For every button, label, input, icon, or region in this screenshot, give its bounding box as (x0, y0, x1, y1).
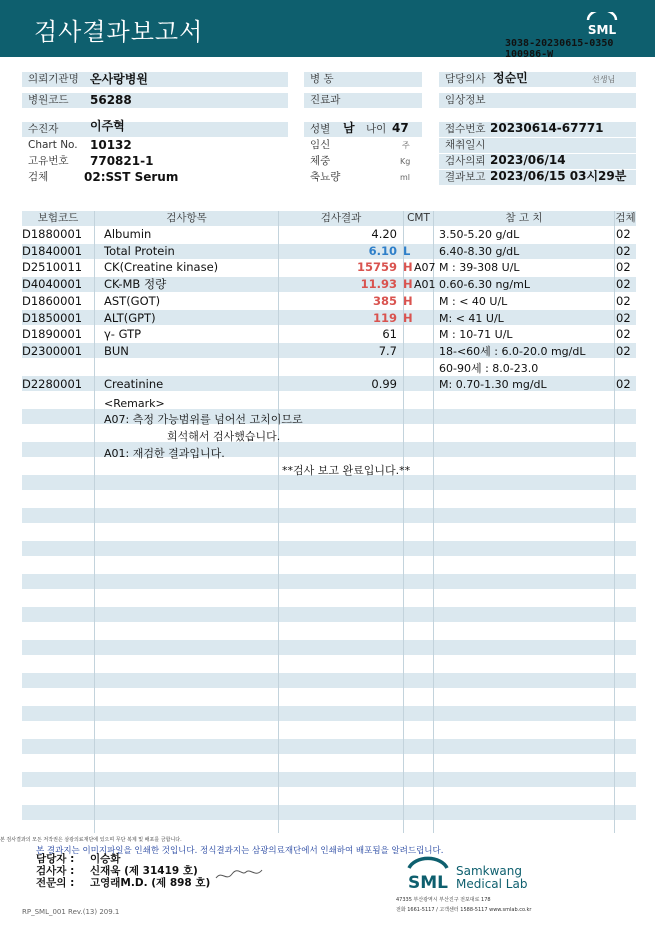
th-code: 보험코드 (22, 211, 94, 226)
unique-no-value: 770821-1 (90, 154, 154, 168)
row-specimen: 02 (616, 310, 631, 325)
sex-value: 남 (343, 121, 355, 135)
staff-label-2: 검사자 : (36, 865, 75, 877)
row-flag: H (403, 310, 413, 325)
weight-unit: Kg (400, 157, 411, 166)
row-specimen: 02 (616, 343, 631, 358)
row-reference: 18-<60세 : 6.0-20.0 mg/dL (439, 344, 586, 358)
row-item: Total Protein (104, 243, 175, 258)
hospital-code-value: 56288 (90, 93, 132, 107)
row-flag: H (403, 293, 413, 308)
row-result: 15759 (356, 260, 397, 275)
row-result: 7.7 (378, 343, 397, 358)
table-stripe (22, 805, 636, 820)
report-title: 검사결과보고서 (34, 18, 204, 46)
table-row (0, 243, 655, 260)
footer-notice: 본 결과지는 이미지파일을 인쇄한 것입니다. 정식결과지는 삼광의료재단에서 인쇄하여 배포됨을 알려드립니다. (36, 846, 444, 856)
th-ref: 참 고 치 (434, 211, 614, 226)
row-result: 119 (372, 310, 397, 325)
clinical-info-label: 임상정보 (439, 93, 636, 108)
row-specimen: 02 (616, 293, 631, 308)
row-item: Creatinine (104, 377, 164, 392)
remark-line-3: A01: 재검한 결과입니다. (104, 447, 225, 460)
row-cmt: A07 (414, 261, 436, 275)
row-specimen: 02 (616, 243, 631, 258)
age-label: 나이 (366, 123, 387, 135)
row-reference: 6.40-8.30 g/dL (439, 244, 520, 258)
row-item: Albumin (104, 227, 152, 241)
table-row (0, 276, 655, 293)
sml-logo-text: SML (587, 23, 617, 37)
table-stripe (22, 607, 636, 622)
staff-value-1: 이승화 (90, 853, 121, 865)
row-reference: 0.60-6.30 ng/mL (439, 278, 530, 292)
row-code: D1890001 (22, 327, 83, 342)
document-number: 3038-20230615-0350 100986-W (505, 38, 614, 60)
pregnancy-label: 임신 (310, 139, 331, 151)
staff-value-3: 고영래M.D. (제 898 호) (90, 877, 211, 889)
report-end-note: **검사 보고 완료입니다.** (282, 464, 411, 477)
row-code: D2280001 (22, 377, 83, 392)
hospital-value-cell (86, 72, 288, 87)
pregnancy-unit: 주 (402, 141, 410, 150)
form-code: RP_SML_001 Rev.(13) 209.1 (22, 908, 120, 916)
row-specimen: 02 (616, 377, 631, 392)
request-date-value: 2023/06/14 (490, 153, 566, 167)
row-reference: M : 39-308 U/L (439, 261, 520, 275)
table-stripe (22, 772, 636, 787)
urine-unit: ml (400, 173, 411, 182)
specimen-label: 검체 (28, 171, 49, 183)
doctor-suffix: 선생님 (592, 75, 616, 84)
receipt-label: 접수번호 (445, 123, 486, 135)
row-reference: M: < 41 U/L (439, 311, 504, 325)
row-result: 4.20 (371, 227, 397, 241)
collect-date-label: 채취일시 (439, 138, 636, 153)
chart-no-value: 10132 (90, 138, 132, 152)
row-code: D1840001 (22, 243, 83, 258)
table-stripe (22, 673, 636, 688)
row-reference: 3.50-5.20 g/dL (439, 228, 520, 241)
table-row (0, 226, 655, 243)
company-logo-text: SML (408, 873, 448, 893)
row-specimen: 02 (616, 260, 631, 275)
table-row (0, 360, 655, 377)
specimen-value: 02:SST Serum (84, 170, 179, 184)
report-date-value: 2023/06/15 03시29분 (490, 169, 627, 183)
company-address: 47335 부산광역시 부산진구 전포대로 178 (396, 897, 491, 903)
row-reference: M : < 40 U/L (439, 294, 508, 308)
hospital-value: 온사랑병원 (90, 72, 148, 86)
row-item: CK(Creatine kinase) (104, 260, 219, 275)
row-result: 61 (382, 327, 397, 342)
row-item: BUN (104, 343, 129, 358)
row-item: CK-MB 정량 (104, 277, 167, 292)
department-label: 진료과 (304, 93, 422, 108)
sex-label: 성별 (310, 123, 331, 135)
remark-line-2: 희석해서 검사했습니다. (167, 430, 281, 443)
row-specimen: 02 (616, 277, 631, 292)
table-row (0, 259, 655, 276)
row-item: AST(GOT) (104, 293, 161, 308)
row-specimen: 02 (616, 327, 631, 342)
signature-icon (214, 866, 264, 884)
row-specimen: 02 (616, 227, 631, 241)
patient-row (22, 122, 288, 137)
row-result: 11.93 (360, 277, 397, 292)
row-result: 0.99 (371, 377, 397, 392)
row-code: D1850001 (22, 310, 83, 325)
row-flag: H (403, 260, 413, 275)
doctor-label: 담당의사 (445, 73, 486, 85)
request-date-label: 검사의뢰 (445, 155, 486, 167)
row-item: γ- GTP (104, 327, 142, 342)
urine-label: 축뇨량 (310, 171, 341, 183)
row-code: D1880001 (22, 227, 83, 241)
staff-block (36, 853, 210, 889)
table-stripe (22, 640, 636, 655)
remark-title: <Remark> (104, 397, 165, 410)
hospital-label: 의뢰기관명 (22, 72, 86, 87)
table-row (0, 343, 655, 360)
table-stripe (22, 541, 636, 556)
th-cmt: CMT (404, 211, 433, 226)
row-code: D1860001 (22, 293, 83, 308)
th-result: 검사결과 (279, 211, 403, 226)
table-stripe (22, 574, 636, 589)
weight-label: 체중 (310, 155, 331, 167)
patient-value: 이주혁 (90, 119, 125, 133)
row-code: D2300001 (22, 343, 83, 358)
receipt-value: 20230614-67771 (490, 121, 604, 135)
age-value: 47 (392, 121, 409, 135)
row-reference: M : 10-71 U/L (439, 328, 513, 342)
report-date-label: 결과보고 (445, 171, 486, 183)
row-result: 385 (372, 293, 397, 308)
table-row (0, 376, 655, 393)
row-reference: 60-90세 : 8.0-23.0 (439, 361, 539, 375)
hospital-code-cell (86, 93, 288, 108)
row-flag: H (403, 277, 413, 292)
table-stripe (22, 739, 636, 754)
table-row (0, 310, 655, 327)
patient-label: 수진자 (28, 123, 59, 135)
table-stripe (22, 508, 636, 523)
row-flag: L (403, 243, 411, 258)
company-name: Samkwang Medical Lab (456, 864, 528, 891)
doctor-value: 정순민 (493, 71, 528, 85)
table-row (0, 293, 655, 310)
staff-label-1: 담당자 : (36, 853, 75, 865)
company-contact: 전화 1661-5117 / 고객센터 1588-5117 www.smlab.co.kr (396, 907, 532, 913)
row-item: ALT(GPT) (104, 310, 156, 325)
row-code: D4040001 (22, 277, 83, 292)
row-result: 6.10 (368, 243, 397, 258)
unique-no-label: 고유번호 (28, 155, 69, 167)
hospital-code-label: 병원코드 (22, 93, 86, 108)
staff-value-2: 신재욱 (제 31419 호) (90, 865, 198, 877)
staff-label-3: 전문의 : (36, 877, 75, 889)
chart-no-label: Chart No. (28, 139, 78, 151)
ward-label: 병 동 (304, 72, 422, 87)
sml-logo-icon (585, 12, 619, 38)
sml-company-logo-icon (404, 852, 452, 898)
row-cmt: A01 (414, 278, 436, 292)
remark-line-1: A07: 측정 가능범위를 넘어선 고치이므로 (104, 413, 303, 426)
th-item: 검사항목 (95, 211, 278, 226)
row-reference: M: 0.70-1.30 mg/dL (439, 378, 547, 392)
table-row (0, 326, 655, 343)
footer-copyright: 본 검사결과의 모든 저작권은 삼광의료재단에 있으며 무단 복제 및 배포를 금합니다. (0, 837, 182, 843)
th-specimen: 검체 (615, 212, 636, 224)
table-stripe (22, 706, 636, 721)
row-code: D2510011 (22, 260, 83, 275)
